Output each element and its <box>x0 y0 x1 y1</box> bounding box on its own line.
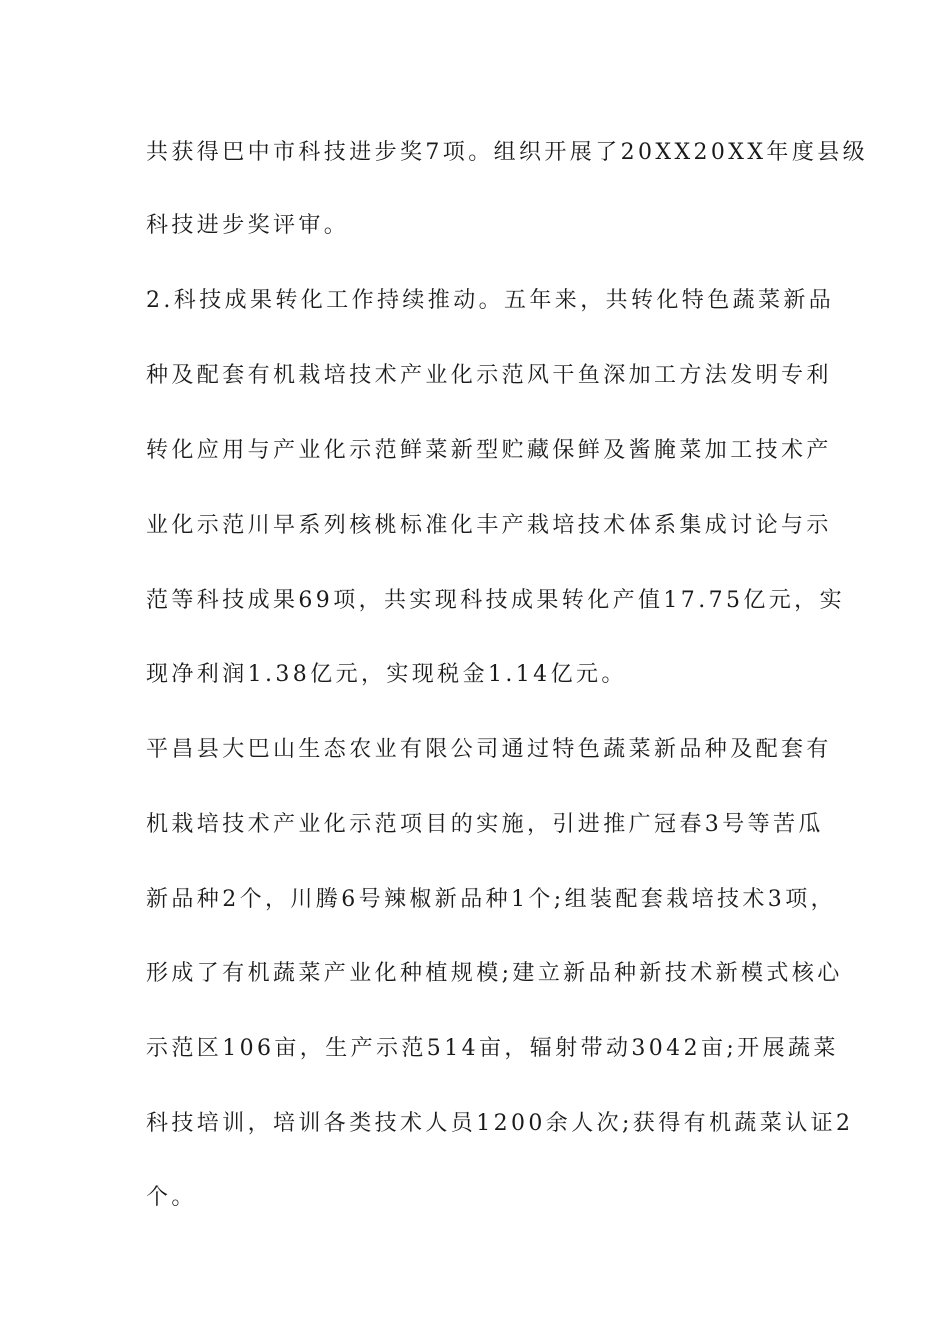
text-line: 范等科技成果69项，共实现科技成果转化产值17.75亿元，实 <box>146 588 845 613</box>
text-line: 共获得巴中市科技进步奖7项。组织开展了20XX20XX年度县级 <box>146 140 869 165</box>
text-line: 个。 <box>146 1185 197 1210</box>
text-line: 机栽培技术产业化示范项目的实施，引进推广冠春3号等苦瓜 <box>146 812 824 837</box>
text-line: 现净利润1.38亿元，实现税金1.14亿元。 <box>146 662 627 687</box>
text-line: 种及配套有机栽培技术产业化示范风干鱼深加工方法发明专利 <box>146 363 832 388</box>
text-line: 2.科技成果转化工作持续推动。五年来，共转化特色蔬菜新品 <box>146 288 835 313</box>
text-line: 科技培训，培训各类技术人员1200余人次;获得有机蔬菜认证2 <box>146 1111 854 1136</box>
text-line: 转化应用与产业化示范鲜菜新型贮藏保鲜及酱腌菜加工技术产 <box>146 438 832 463</box>
text-line: 示范区106亩，生产示范514亩，辐射带动3042亩;开展蔬菜 <box>146 1036 839 1061</box>
text-line: 新品种2个，川腾6号辣椒新品种1个;组装配套栽培技术3项， <box>146 887 837 912</box>
text-line: 业化示范川早系列核桃标准化丰产栽培技术体系集成讨论与示 <box>146 513 832 538</box>
text-line: 形成了有机蔬菜产业化种植规模;建立新品种新技术新模式核心 <box>146 961 843 986</box>
text-line: 科技进步奖评审。 <box>146 213 350 238</box>
text-line: 平昌县大巴山生态农业有限公司通过特色蔬菜新品种及配套有 <box>146 737 832 762</box>
